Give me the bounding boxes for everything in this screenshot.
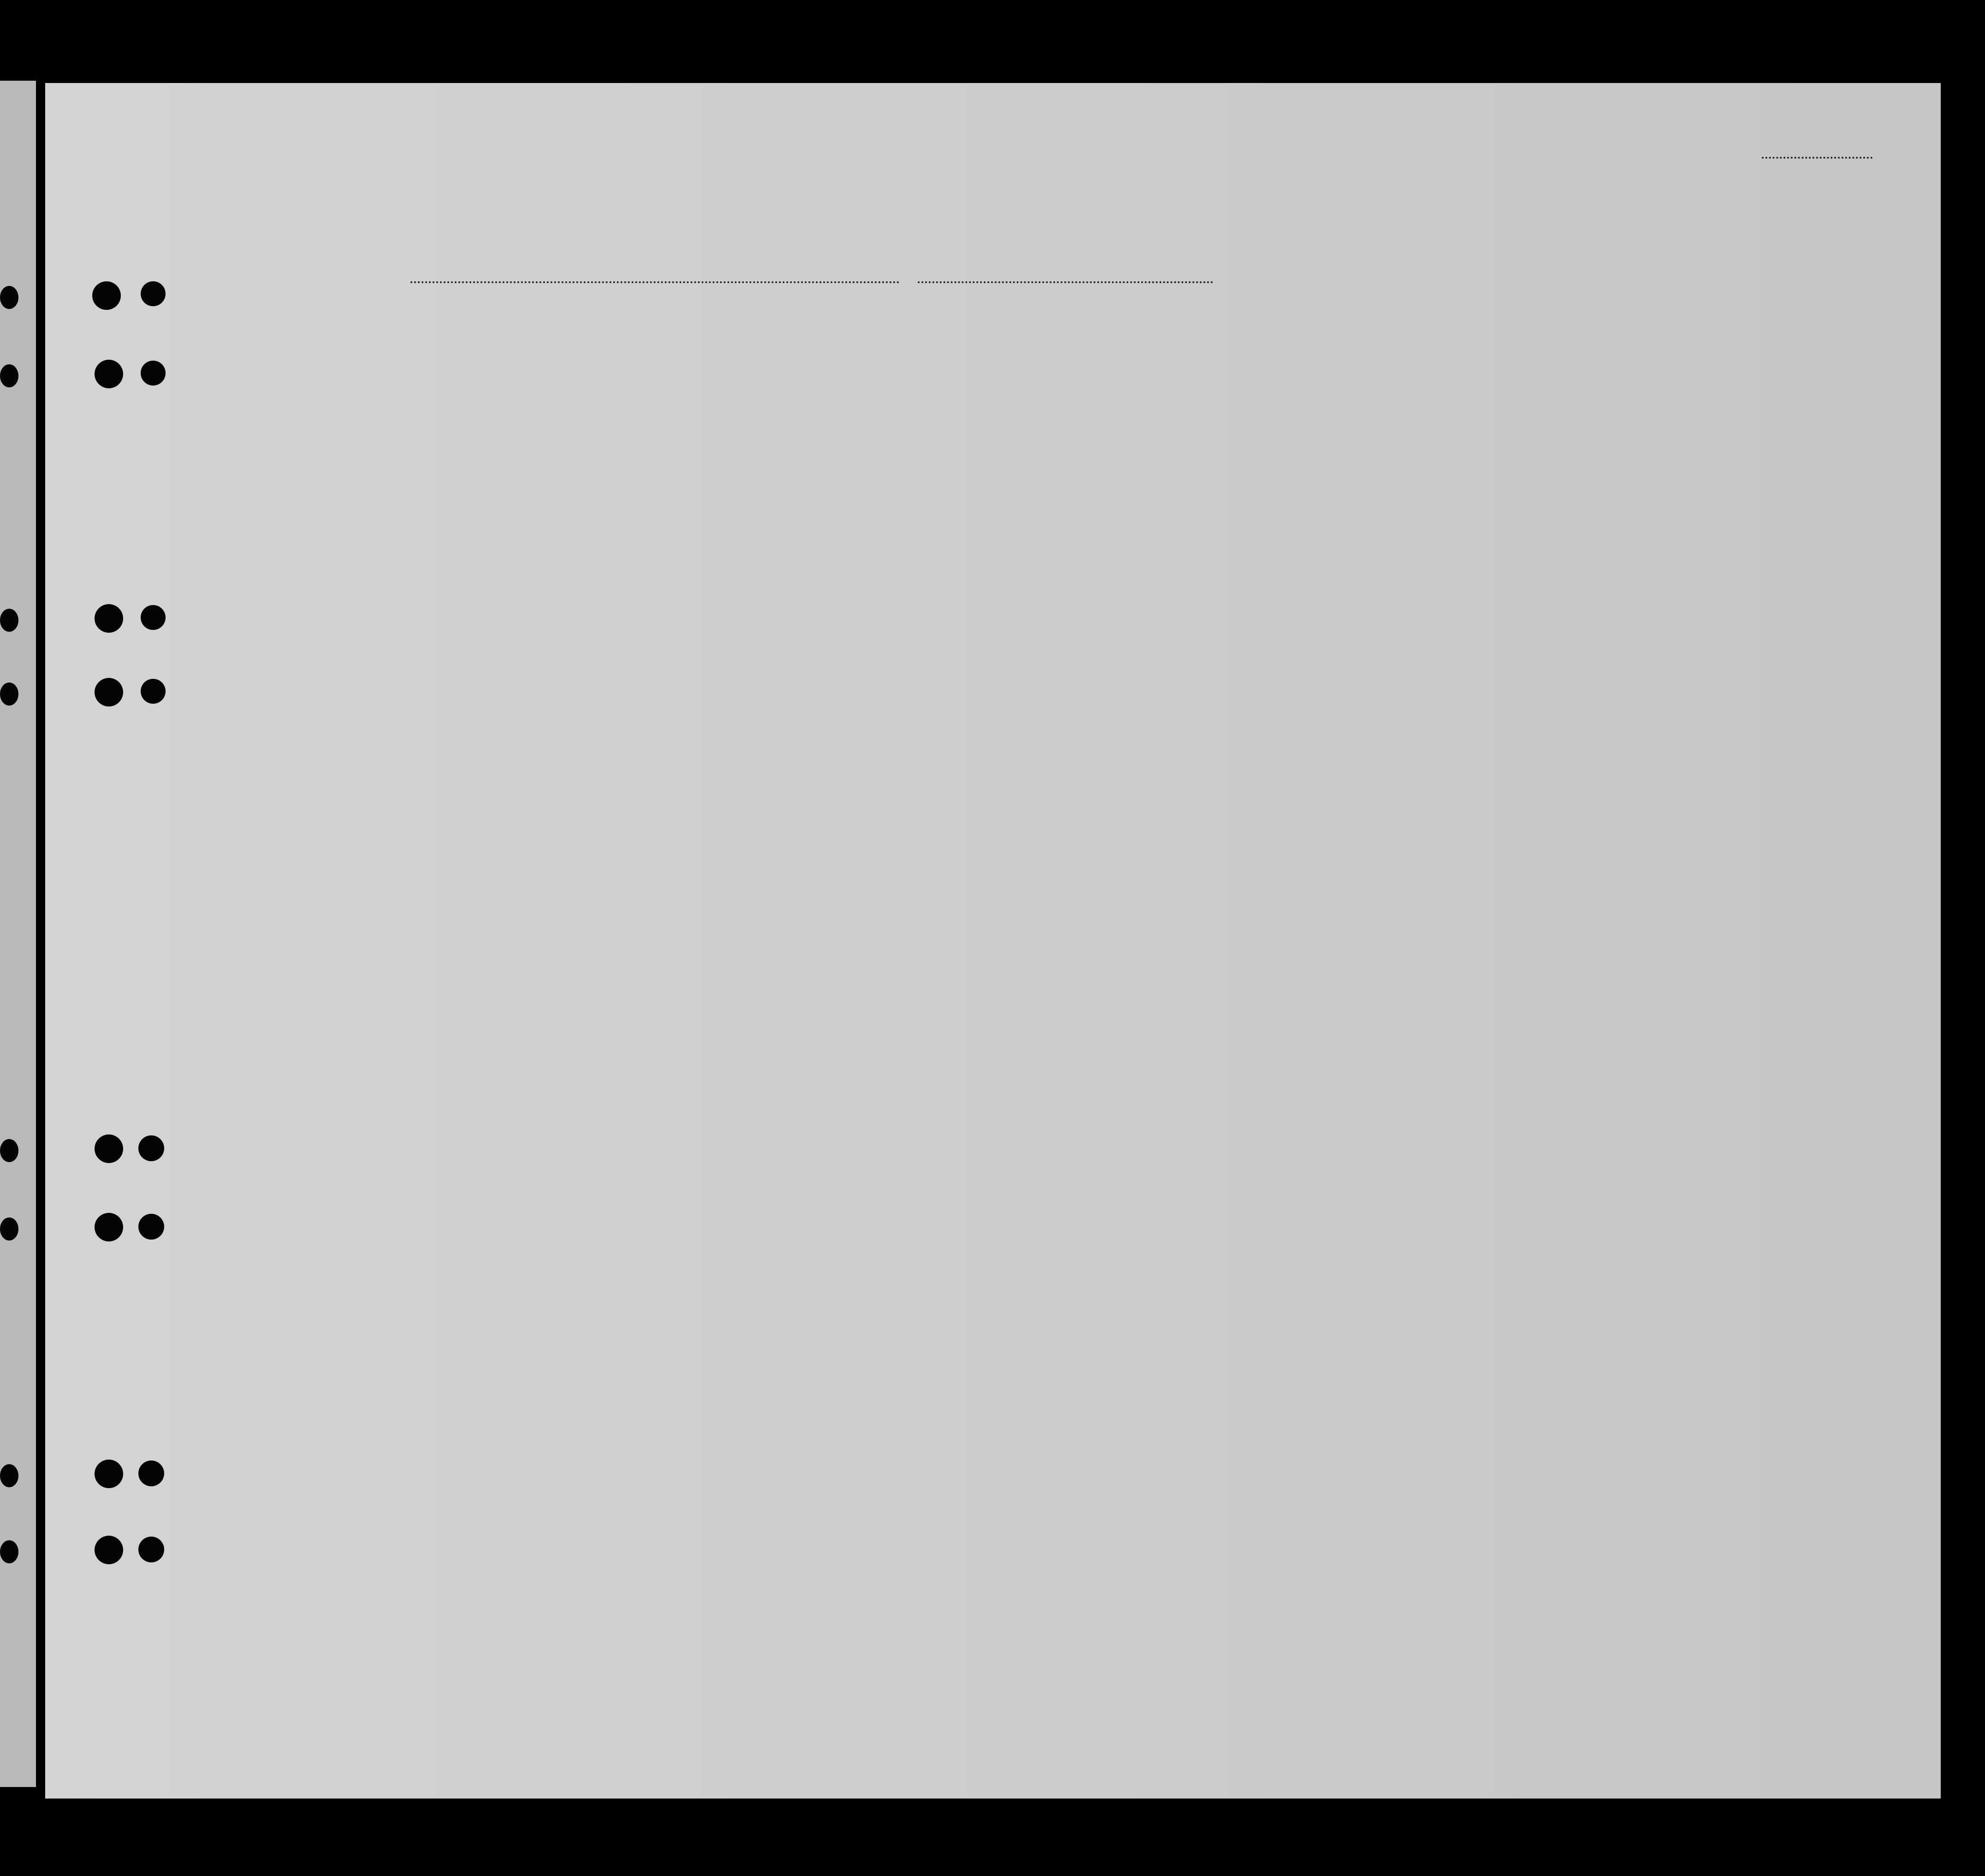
header-deported [1478,371,1510,463]
header-ticket [639,348,666,463]
header-anarchist [1365,364,1384,457]
header-prison [1305,369,1333,461]
header-length-of-stay [1206,376,1248,468]
header-polygamist [1340,364,1358,457]
header-q29 [1434,376,1476,468]
header-inches [1651,422,1665,468]
header-feet [1626,422,1640,468]
header-citizen-intent [1252,376,1294,468]
header-return-intent [1160,376,1201,468]
header-q28 [1388,376,1430,468]
header-money [752,346,775,461]
